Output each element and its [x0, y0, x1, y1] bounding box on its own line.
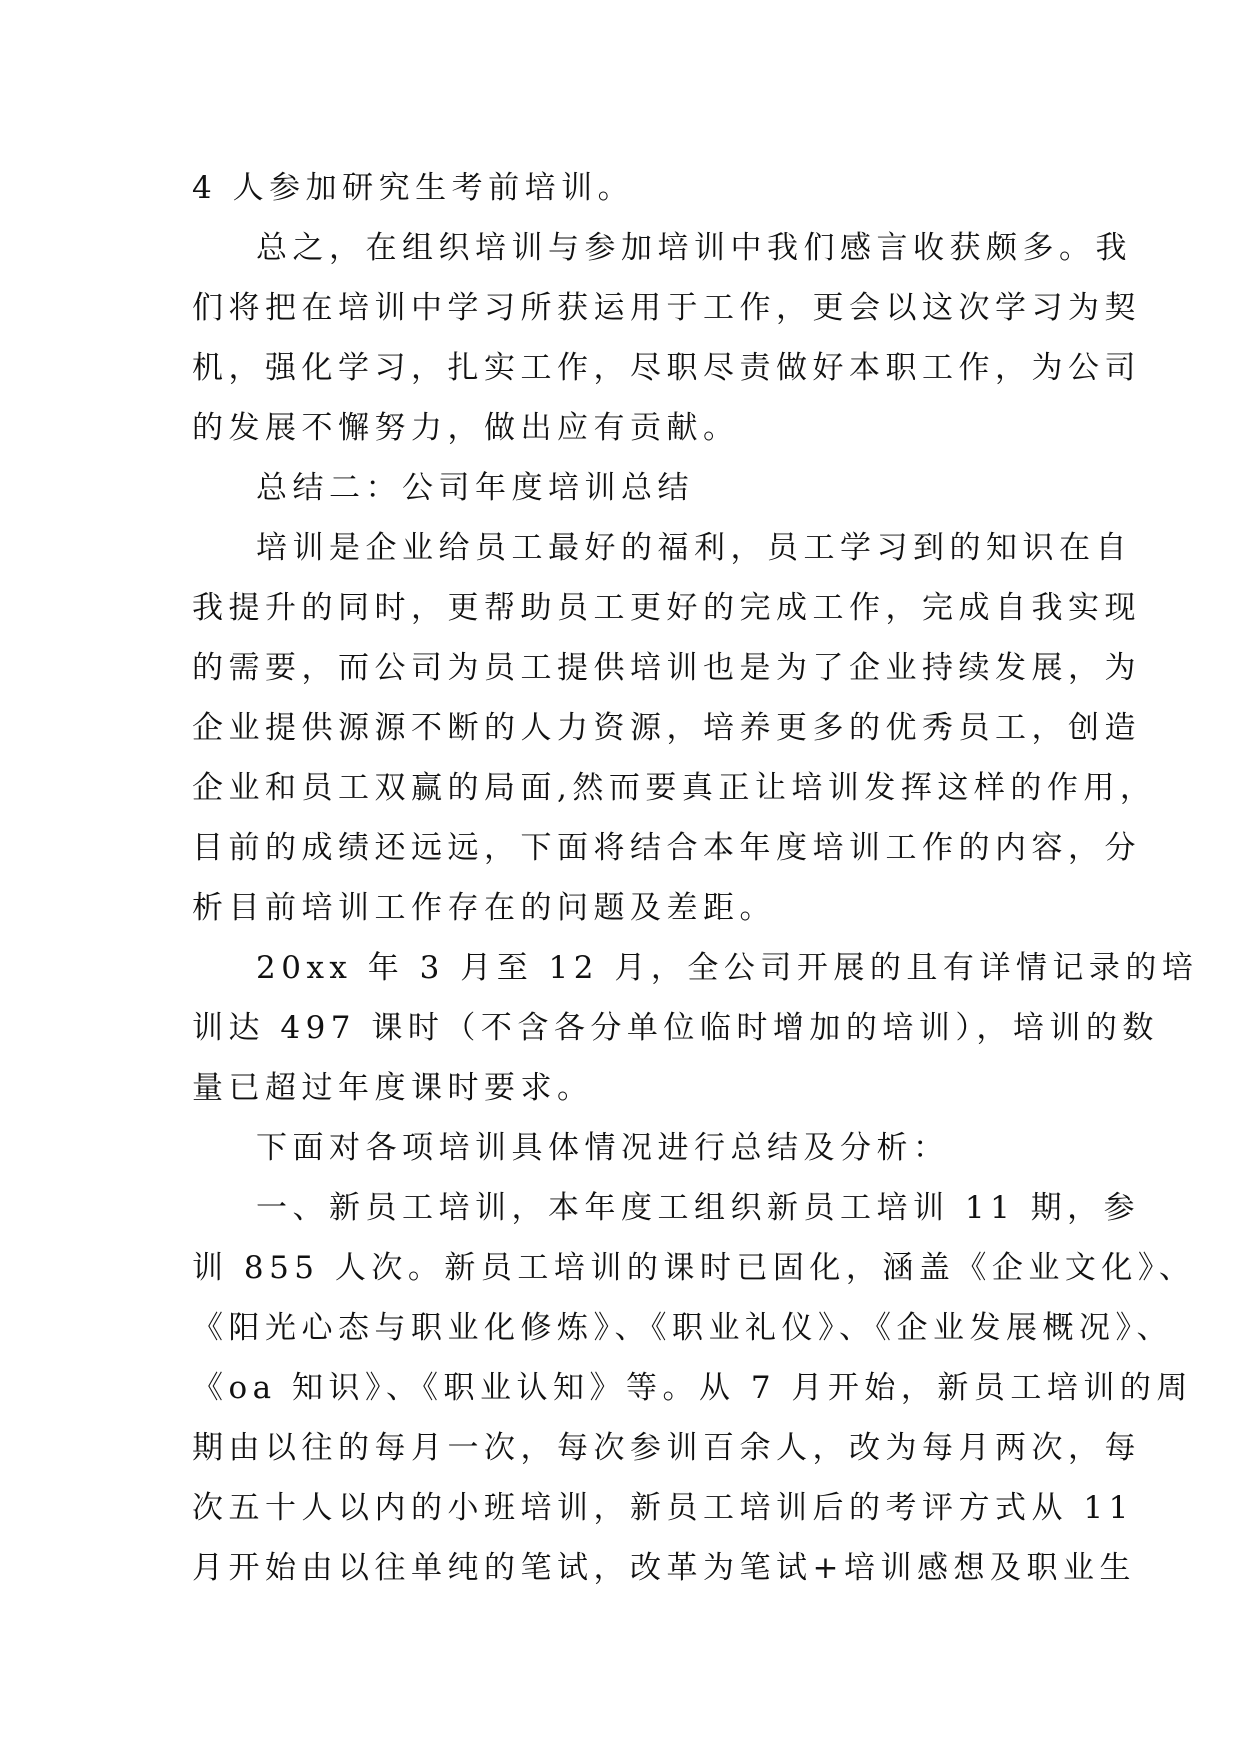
- text-line: 企业提供源源不断的人力资源，培养更多的优秀员工，创造: [192, 710, 1141, 746]
- text-line: 月开始由以往单纯的笔试，改革为笔试+培训感想及职业生: [192, 1550, 1136, 1586]
- text-line: 一、新员工培训，本年度工组织新员工培训 11 期，参: [256, 1190, 1141, 1226]
- text-line: 析目前培训工作存在的问题及差距。: [192, 890, 776, 926]
- text-line: 们将把在培训中学习所获运用于工作，更会以这次学习为契: [192, 290, 1141, 326]
- document-body: [192, 158, 1199, 1598]
- text-line: 期由以往的每月一次，每次参训百余人，改为每月两次，每: [192, 1430, 1141, 1466]
- text-line: 我提升的同时，更帮助员工更好的完成工作，完成自我实现: [192, 590, 1141, 626]
- text-line: 机，强化学习，扎实工作，尽职尽责做好本职工作，为公司: [192, 350, 1141, 386]
- text-line: 的发展不懈努力，做出应有贡献。: [192, 410, 740, 446]
- section-heading: 总结二：公司年度培训总结: [256, 470, 694, 506]
- text-line: 20xx 年 3 月至 12 月，全公司开展的且有详情记录的培: [256, 950, 1199, 986]
- text-line: 训 855 人次。新员工培训的课时已固化，涵盖《企业文化》、: [192, 1250, 1196, 1286]
- text-line: 目前的成绩还远远，下面将结合本年度培训工作的内容，分: [192, 830, 1141, 866]
- text-line: 的需要，而公司为员工提供培训也是为了企业持续发展，为: [192, 650, 1141, 686]
- text-line: 次五十人以内的小班培训，新员工培训后的考评方式从 11: [192, 1490, 1134, 1526]
- text-line: 《阳光心态与职业化修炼》、《职业礼仪》、《企业发展概况》、: [192, 1310, 1173, 1346]
- text-line: 训达 497 课时（不含各分单位临时增加的培训），培训的数: [192, 1010, 1159, 1046]
- text-line: 量已超过年度课时要求。: [192, 1070, 594, 1106]
- text-line: 下面对各项培训具体情况进行总结及分析：: [256, 1130, 950, 1166]
- text-line: 总之，在组织培训与参加培训中我们感言收获颇多。我: [256, 230, 1132, 266]
- text-line: 企业和员工双赢的局面,然而要真正让培训发挥这样的作用，: [192, 770, 1157, 806]
- text-line: 4 人参加研究生考前培训。: [192, 170, 635, 206]
- text-line: 培训是企业给员工最好的福利，员工学习到的知识在自: [256, 530, 1132, 566]
- text-line: 《oa 知识》、《职业认知》等。从 7 月开始，新员工培训的周: [192, 1370, 1193, 1406]
